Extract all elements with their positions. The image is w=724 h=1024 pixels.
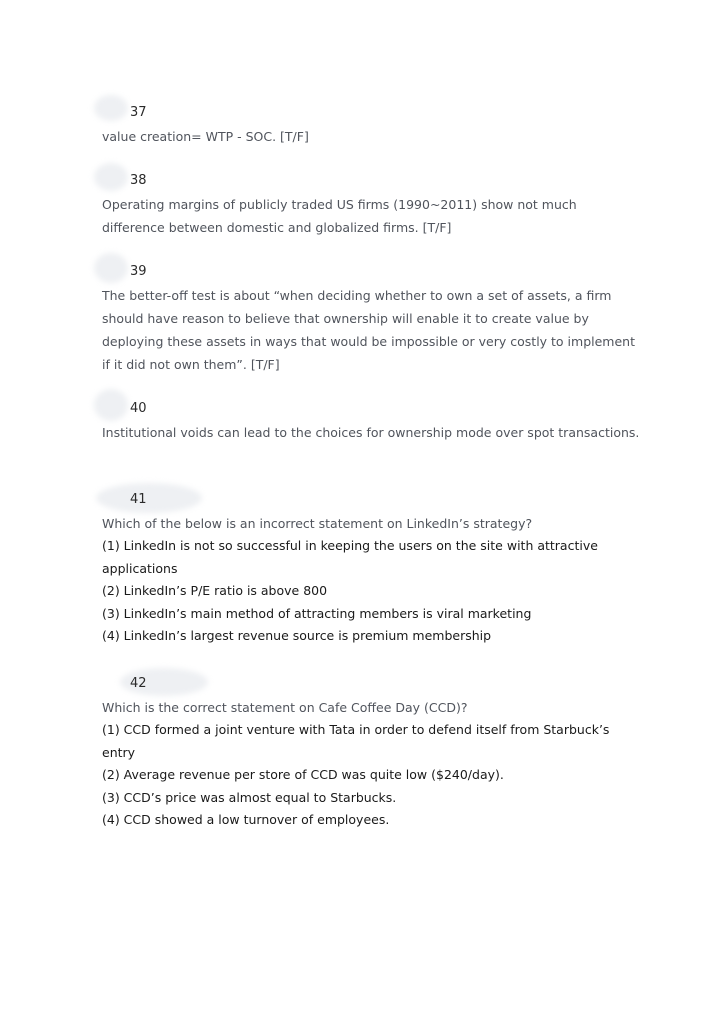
options-list	[102, 535, 642, 648]
question-number: 42	[130, 676, 147, 691]
redaction-smudge	[96, 483, 202, 513]
question-37	[102, 103, 642, 148]
question-number: 41	[130, 492, 147, 507]
redaction-smudge	[94, 163, 128, 191]
option-item: (2) Average revenue per store of CCD was quite low ($240/day).	[102, 767, 504, 782]
question-text: Which of the below is an incorrect statement on LinkedIn’s strategy?	[102, 516, 533, 531]
question-number: 40	[130, 401, 147, 416]
question-text: Which is the correct statement on Cafe Coffee Day (CCD)?	[102, 700, 468, 715]
question-number: 38	[130, 173, 147, 188]
question-text: Operating margins of publicly traded US firms (1990~2011) show not much difference between domestic and globalized firms. [T/F]	[102, 197, 577, 235]
question-38	[102, 171, 642, 239]
redaction-smudge	[94, 389, 128, 421]
question-42	[102, 674, 642, 832]
option-item: (1) LinkedIn is not so successful in keeping the users on the site with attractive applications	[102, 538, 598, 576]
question-40	[102, 399, 642, 444]
question-text: Institutional voids can lead to the choices for ownership mode over spot transactions.	[102, 425, 640, 440]
redaction-smudge	[94, 95, 128, 121]
question-text: The better-off test is about “when deciding whether to own a set of assets, a firm should have reason to believe that ownership will enable it to create value by deploying these assets in ways that would be impossible or very costly to implement if it did not own them”. [T/F]	[102, 288, 635, 372]
question-text: value creation= WTP - SOC. [T/F]	[102, 129, 309, 144]
redaction-smudge	[94, 253, 128, 283]
option-item: (4) CCD showed a low turnover of employees.	[102, 812, 390, 827]
question-41	[102, 490, 642, 648]
option-item: (3) CCD’s price was almost equal to Starbucks.	[102, 789, 397, 805]
option-item: (3) LinkedIn’s main method of attracting members is viral marketing	[102, 605, 532, 621]
option-item: (2) LinkedIn’s P/E ratio is above 800	[102, 583, 328, 598]
option-item: (1) CCD formed a joint venture with Tata in order to defend itself from Starbuck’s entry	[102, 722, 610, 760]
question-39	[102, 262, 642, 376]
question-number: 37	[130, 105, 147, 120]
question-number: 39	[130, 264, 147, 279]
option-item: (4) LinkedIn’s largest revenue source is premium membership	[102, 628, 492, 643]
options-list	[102, 719, 642, 832]
